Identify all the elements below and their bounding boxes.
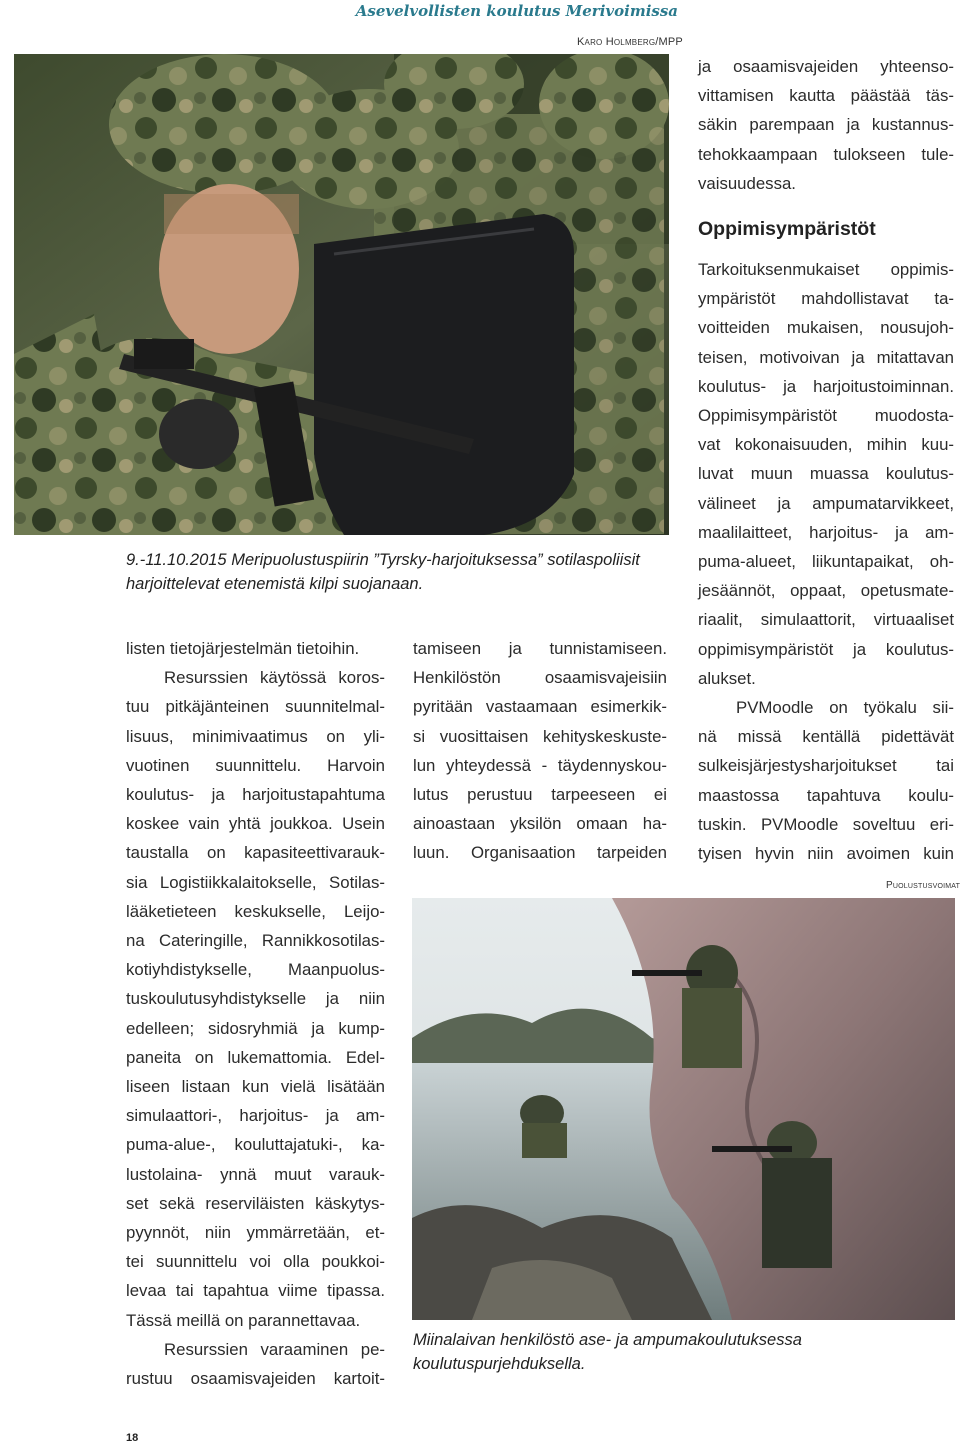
text-line: sia Logistiikkalaitokselle, Sotilas- [126, 872, 385, 892]
text-line: simulaattori-, harjoitus- ja am- [126, 1106, 385, 1126]
text-line: alukset. [698, 668, 756, 688]
text-line: säkin parempaan ja kustannus- [698, 115, 954, 135]
text-line: liseen listaan kun vielä lisätään [126, 1077, 385, 1097]
text-line: luun. Organisaation tarpeiden [413, 843, 667, 863]
text-line: Resurssien varaaminen pe- [164, 1339, 385, 1359]
text-line: maastossa tapahtuva koulu- [698, 785, 954, 805]
text-line: ainoastaan yksilön omaan ha- [413, 814, 667, 834]
text-line: sulkeisjärjestysharjoitukset tai [698, 756, 954, 776]
photo-soldiers-shore [412, 898, 955, 1320]
text-line: lutus perustuu tarpeeseen ei [413, 785, 667, 805]
text-line: koulutus- ja harjoitustapahtuma [126, 785, 385, 805]
body-column-2 [413, 634, 667, 868]
text-line: tuskin. PVMoodle soveltuu eri- [698, 814, 954, 834]
caption-line: koulutuspurjehduksella. [413, 1355, 586, 1373]
text-line: ja osaamisvajeiden yhteenso- [698, 57, 954, 76]
text-line: pyritään vastaamaan esimerkik- [413, 697, 667, 717]
text-line: luvat muun muassa koulutus- [698, 464, 954, 484]
text-line: vittamisen kautta päästää täs- [698, 86, 954, 106]
text-line: lustolaina- ynnä muut varauk- [126, 1164, 385, 1184]
text-line: vuotinen suunnittelu. Harvoin [126, 755, 385, 775]
text-line: tyisen hyvin niin avoimen kuin [698, 844, 954, 864]
text-line: Oppimisympäristöt muodosta- [698, 406, 954, 426]
text-line: nä missä kentällä pidettävät [698, 727, 954, 747]
text-line: puma-alue-, kouluttajatuki-, ka- [126, 1135, 385, 1155]
text-line: pyynnöt, niin ymmärretään, et- [126, 1223, 385, 1243]
text-line: teisen, motivoivan ja mitattavan [698, 347, 954, 367]
page-number: 18 [126, 1432, 139, 1444]
text-line: paneita on lukemattomia. Edel- [126, 1047, 385, 1067]
photo-credit-bottom: Puolustusvoimat [886, 880, 960, 891]
text-line: voitteiden mukaisen, nousujoh- [698, 318, 954, 338]
bottom-photo-caption [413, 1328, 802, 1376]
text-line: edelleen; sidosryhmiä ja kump- [126, 1018, 385, 1038]
text-line: taustalla on kapasiteettivarauk- [126, 843, 385, 863]
caption-line: 9.-11.10.2015 Meripuolustuspiirin ”Tyrsky-harjoituksessa” sotilaspoliisit [126, 551, 640, 569]
running-header: Asevelvollisten koulutus Merivoimissa [355, 2, 678, 20]
text-line: Tässä meillä on parannettavaa. [126, 1310, 361, 1330]
text-line: välineet ja ampumatarvikkeet, [698, 493, 954, 513]
text-line: koskee vain yhtä joukkoa. Usein [126, 814, 385, 834]
caption-line: harjoittelevat etenemistä kilpi suojanaan. [126, 575, 424, 593]
text-line: listen tietojärjestelmän tietoihin. [126, 639, 360, 658]
body-column-3-top [698, 52, 954, 198]
text-line: tuu pitkäjänteinen suunnitelmal- [126, 697, 385, 717]
text-line: set sekä reserviläisten käskytys- [126, 1193, 385, 1213]
text-line: PVMoodle on työkalu sii- [736, 698, 954, 718]
text-line: jesäännöt, oppaat, opetusmate- [698, 581, 954, 601]
top-photo-caption [126, 548, 640, 596]
text-line: rustuu osaamisvajeiden kartoit- [126, 1369, 385, 1389]
body-column-3 [698, 255, 954, 868]
text-line: na Cateringille, Rannikkosotilas- [126, 931, 385, 951]
text-line: si vuosittaisen kehityskeskuste- [413, 726, 667, 746]
text-line: lääketieteen keskukselle, Leijo- [126, 901, 385, 921]
caption-line: Miinalaivan henkilöstö ase- ja ampumakoulutuksessa [413, 1331, 802, 1349]
text-line: tamiseen ja tunnistamiseen. [413, 639, 667, 658]
text-line: riaalit, simulaattorit, virtuaaliset [698, 610, 954, 630]
text-line: tehokkaampaan tulokseen tule- [698, 144, 954, 164]
text-line: kotiyhdistykselle, Maanpuolus- [126, 960, 385, 980]
text-line: maalilaitteet, harjoitus- ja am- [698, 522, 954, 542]
body-column-1 [126, 634, 385, 1393]
text-line: vaisuudessa. [698, 173, 796, 193]
text-line: Tarkoituksenmukaiset oppimis- [698, 260, 954, 279]
text-line: lisuus, minimivaatimus on yli- [126, 726, 385, 746]
text-line: levaa tai tapahtua viime tipassa. [126, 1281, 385, 1301]
section-heading: Oppimisympäristöt [698, 218, 876, 240]
text-line: tei suunnittelu voi olla poukkoi- [126, 1252, 385, 1272]
text-line: Resurssien käytössä koros- [164, 668, 385, 688]
text-line: koulutus- ja harjoitustoiminnan. [698, 376, 954, 396]
text-line: tuskoulutusyhdistykselle ja niin [126, 989, 385, 1009]
photo-soldiers-shield [14, 54, 669, 535]
text-line: Henkilöstön osaamisvajeisiin [413, 668, 667, 688]
text-line: vat kokonaisuuden, mihin kuu- [698, 435, 954, 455]
text-line: oppimisympäristöt ja koulutus- [698, 639, 954, 659]
text-line: puma-alueet, liikuntapaikat, oh- [698, 552, 954, 572]
text-line: lun yhteydessä - täydennyskou- [413, 755, 667, 775]
text-line: ympäristöt mahdollistavat ta- [698, 289, 954, 309]
photo-credit-top: Karo Holmberg/MPP [577, 36, 683, 48]
